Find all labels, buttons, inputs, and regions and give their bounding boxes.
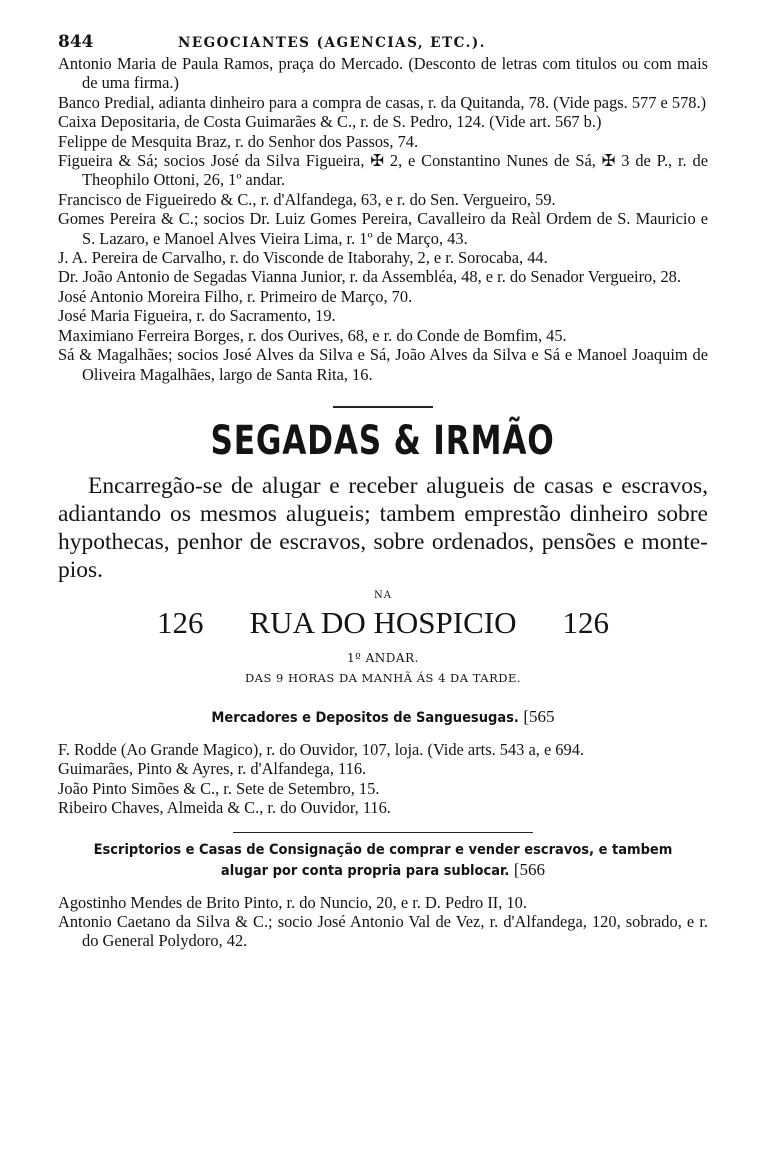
- ad-divider: [333, 406, 433, 408]
- list-item: Francisco de Figueiredo & C., r. d'Alfandega, 63, e r. do Sen. Vergueiro, 59.: [58, 189, 556, 209]
- list-item: Figueira & Sá; socios José da Silva Figueira, ✠ 2, e Constantino Nunes de Sá, ✠ 3 de P., r. de Theophilo Ottoni, 26, 1º andar.: [58, 151, 708, 190]
- section-number: [565: [523, 706, 555, 726]
- list-item: Ribeiro Chaves, Almeida & C., r. do Ouvidor, 116.: [58, 798, 391, 818]
- ad-floor: 1º ANDAR.: [347, 650, 419, 665]
- ad-street: RUA DO HOSPICIO: [249, 604, 517, 640]
- list-item: J. A. Pereira de Carvalho, r. do Visconde de Itaborahy, 2, e r. Sorocaba, 44.: [58, 248, 548, 268]
- running-head: NEGOCIANTES (AGENCIAS, ETC.).: [178, 35, 486, 51]
- page-number: 844: [58, 32, 94, 52]
- list-item: Gomes Pereira & C.; socios Dr. Luiz Gomes Pereira, Cavalleiro da Reàl Ordem de S. Mauricio e S. Lazaro, e Manoel Alves Vieira Lima, r. 1º de Março, 43.: [58, 209, 708, 248]
- ad-na: NA: [374, 589, 392, 601]
- section-heading-consignment: [58, 841, 708, 881]
- list-item: Agostinho Mendes de Brito Pinto, r. do Nuncio, 20, e r. D. Pedro II, 10.: [58, 892, 527, 912]
- list-item: F. Rodde (Ao Grande Magico), r. do Ouvidor, 107, loja. (Vide arts. 543 a, e 694.: [58, 739, 584, 759]
- ad-number-left: 126: [157, 604, 204, 640]
- ad-title: SEGADAS & IRMÃO: [210, 417, 556, 464]
- list-item: João Pinto Simões & C., r. Sete de Setembro, 15.: [58, 778, 380, 798]
- list-item: Sá & Magalhães; socios José Alves da Silva e Sá, João Alves da Silva e Sá e Manoel Joaquim de Oliveira Magalhães, largo de Santa Rita, 16.: [58, 345, 708, 384]
- section-heading-leeches: [58, 707, 708, 728]
- list-item: José Antonio Moreira Filho, r. Primeiro de Março, 70.: [58, 286, 413, 306]
- section-entries-leeches: [58, 740, 708, 818]
- ad-address: [58, 603, 708, 643]
- section-entries-consignment: [58, 893, 708, 951]
- advertisement: [58, 406, 708, 685]
- page-header: [58, 32, 708, 54]
- list-item: José Maria Figueira, r. do Sacramento, 19.: [58, 306, 336, 326]
- section-divider: [233, 832, 533, 833]
- section-number: [566: [513, 859, 546, 879]
- list-item: Banco Predial, adianta dinheiro para a compra de casas, r. da Quitanda, 78. (Vide pags. 577 e 578.): [58, 92, 707, 112]
- ad-hours: DAS 9 HORAS DA MANHÃ ÁS 4 DA TARDE.: [244, 670, 522, 685]
- section-title: Mercadores e Depositos de Sanguesugas.: [211, 709, 519, 726]
- list-item: Caixa Depositaria, de Costa Guimarães & C., r. de S. Pedro, 124. (Vide art. 567 b.): [58, 112, 602, 132]
- list-item: Maximiano Ferreira Borges, r. dos Ourives, 68, e r. do Conde de Bomfim, 45.: [58, 325, 567, 345]
- list-item: Dr. João Antonio de Segadas Vianna Junior, r. da Assembléa, 48, e r. do Senador Vergueiro, 28.: [58, 267, 681, 287]
- list-item: Felippe de Mesquita Braz, r. do Senhor dos Passos, 74.: [58, 131, 419, 151]
- list-item: Antonio Caetano da Silva & C.; socio José Antonio Val de Vez, r. d'Alfandega, 120, sobrado, e r. do General Polydoro, 42.: [58, 911, 708, 951]
- list-item: Antonio Maria de Paula Ramos, praça do Mercado. (Desconto de letras com titulos ou com mais de uma firma.): [58, 54, 708, 93]
- ad-number-right: 126: [562, 604, 609, 640]
- directory-page: [58, 32, 708, 951]
- section-title: Escriptorios e Casas de Consignação de comprar e vender escravos, e tambem alugar por conta propria para sublocar.: [93, 841, 673, 879]
- ad-body: Encarregão-se de alugar e receber alugueis de casas e escravos, adiantando os mesmos alugueis; tambem emprestão dinheiro sobre hypothecas, penhor de escravos, sobre ordenados, pensões e monte-pios.: [58, 472, 708, 583]
- list-item: Guimarães, Pinto & Ayres, r. d'Alfandega, 116.: [58, 759, 367, 779]
- entry-list: [58, 54, 708, 384]
